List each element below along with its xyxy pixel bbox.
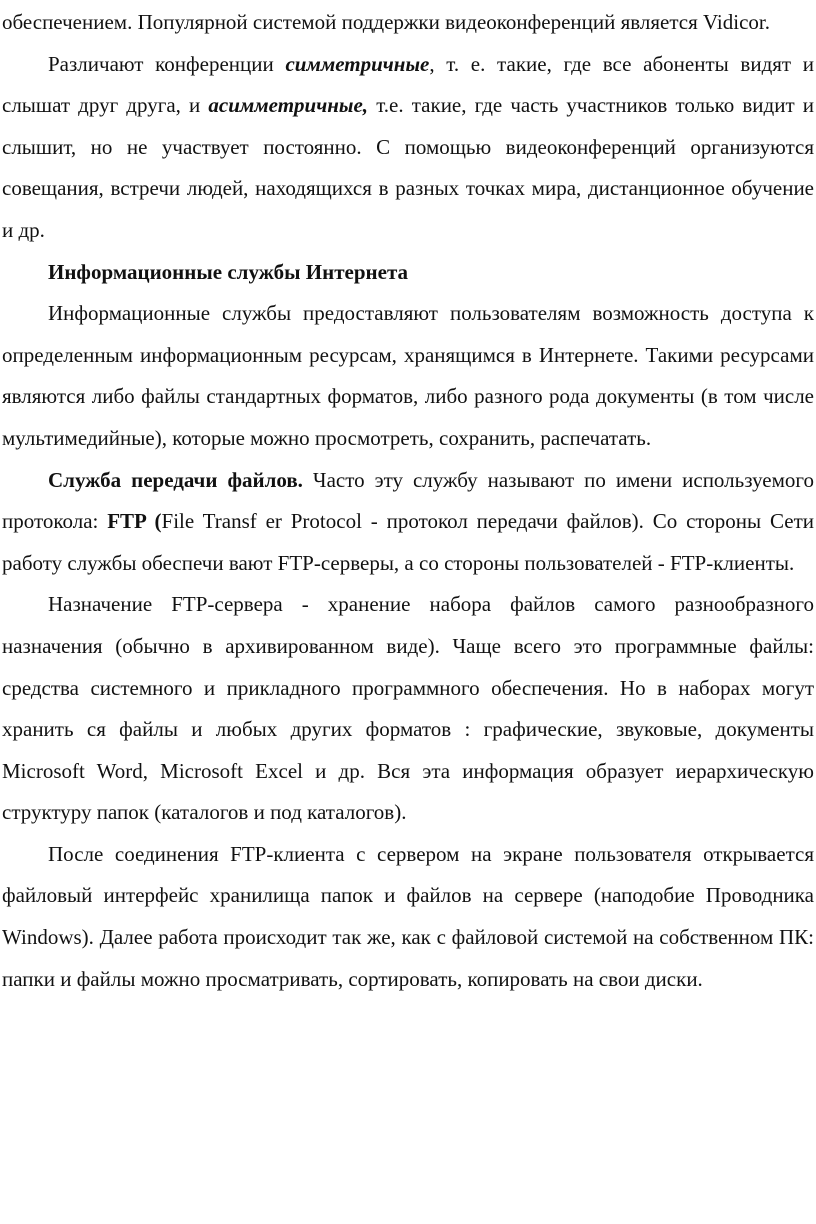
paragraph-text: Информационные службы предоставляют пользователям возможность доступа к определенным информационным ресурсам, хранящимся в Интернете. Такими ресурсами являются либо файлы стандартных форматов, либо разного рода документы (в том числе мультимедийные), которые можно просмотреть, сохранить, распечатать. xyxy=(2,301,814,450)
term-symmetric: симметричные xyxy=(285,51,430,76)
paragraph-conference-types xyxy=(2,44,814,252)
paragraph-text: После соединения FTP-клиента с сервером на экране пользователя открывается файловый интерфейс хранилища папок и файлов на сервере (наподобие Проводника Windows). Далее работа происходит так же, как с файловой системой на собственном ПК: папки и файлы можно просматривать, сортировать, копировать на свои диски. xyxy=(2,841,814,991)
section-heading xyxy=(2,252,814,294)
term-ftp: FTP ( xyxy=(107,509,162,534)
text-run: Часто эту службу называют по имени используемого протокола: xyxy=(2,467,814,534)
paragraph-info-services xyxy=(2,293,814,459)
term-file-transfer-service: Служба передачи файлов. xyxy=(48,467,303,492)
heading-text: Информационные службы Интернета xyxy=(48,259,409,284)
text-run: т.е. такие, где часть участников только видит и слышит, но не участвует постоянно. С помощью видеоконференций организуются совещания, встречи людей, находящихся в разных точках мира, дистанционное обучение и др. xyxy=(2,93,815,242)
text-run: File Transf er Protocol - протокол передачи файлов). Со стороны Сети работу службы обеспечи вают FTP-серверы, а со стороны пользователей - FTP-клиенты. xyxy=(2,509,814,575)
paragraph-ftp-client-connection xyxy=(2,834,814,1000)
term-asymmetric: асимметричные, xyxy=(208,93,369,118)
paragraph-ftp-server-purpose xyxy=(2,584,814,834)
paragraph-vidicor xyxy=(2,2,814,44)
text-run: , т. е. такие, где все абоненты видят и слышат друг друга, и xyxy=(2,51,815,118)
paragraph-ftp-service xyxy=(2,460,814,585)
paragraph-text: обеспечением. Популярной системой поддержки видеоконференций является Vidicor. xyxy=(2,10,770,34)
text-run: Различают конференции xyxy=(48,51,286,76)
paragraph-text: Назначение FTP-сервера - хранение набора файлов самого разнообразного назначения (обычно в архивированном виде). Чаще всего это программные файлы: средства системного и прикладного программного обеспечения. Но в наборах могут хранить ся файлы и любых других форматов : графические, звуковые, документы Microsoft Word, Microsoft Excel и др. Вся эта информация образует иерархическую структуру папок (каталогов и под каталогов). xyxy=(2,592,814,825)
